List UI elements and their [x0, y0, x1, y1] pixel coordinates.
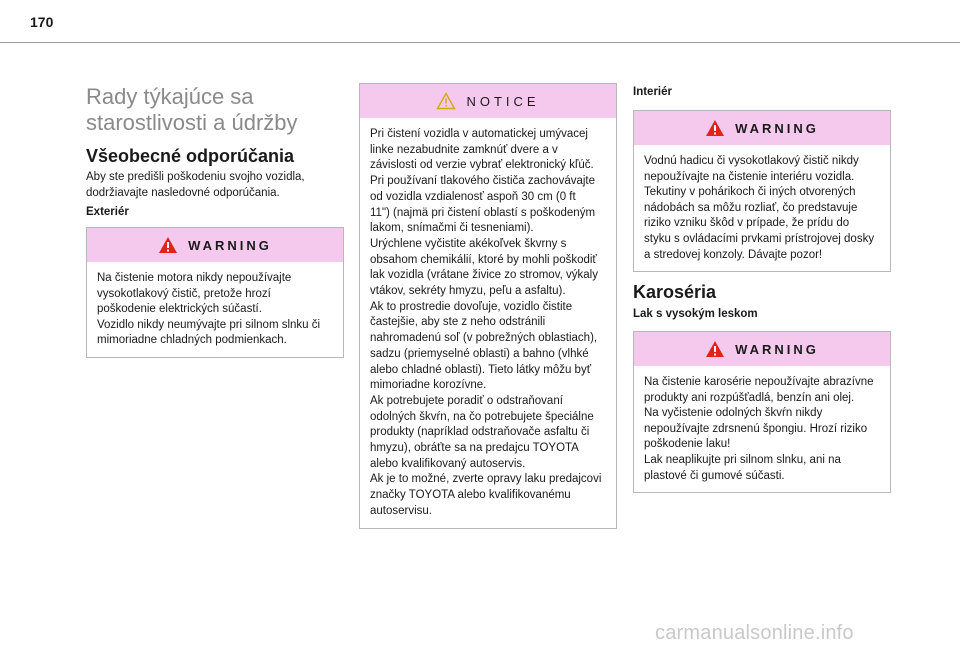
- subhead-interior: Interiér: [633, 86, 672, 98]
- notice-line: mimoriadne korozívne.: [370, 379, 487, 392]
- notice-line: značky TOYOTA alebo kvalifikovanému: [370, 489, 571, 502]
- heading-bodywork: Karoséria: [633, 282, 717, 302]
- warning-box-bodywork: [633, 331, 891, 493]
- section-title-line1: Rady týkajúce sa: [86, 84, 254, 109]
- warning-line: Na čistenie motora nikdy nepoužívajte: [97, 272, 292, 284]
- warning-line: riziko vzniku škôd v prípade, že prídu do: [644, 217, 850, 230]
- notice-line: odolných škvŕn, na čo potrebujete špeciálne: [370, 410, 594, 423]
- warning-line: Na čistenie karosérie nepoužívajte abrazívne: [644, 376, 874, 388]
- notice-label: NOTICE: [466, 93, 540, 109]
- notice-line: častejšie, aby ste z neho odstránili: [370, 316, 546, 329]
- warning-triangle-icon: [705, 119, 725, 137]
- notice-line: Pri používaní tlakového čističa zachovávajte: [370, 175, 596, 188]
- warning-line: poškodenie elektrických súčastí.: [97, 303, 262, 316]
- intro-line: dodržiavajte nasledovné odporúčania.: [86, 187, 280, 199]
- notice-line: Pri čistení vozidla v automatickej umývacej: [370, 128, 588, 140]
- notice-line: alebo kvalifikovaný autoservis.: [370, 457, 526, 470]
- warning-line: mimoriadne chladných podmienkach.: [97, 334, 287, 347]
- warning-line: a stredovej konzoly. Dávajte pozor!: [644, 248, 823, 261]
- warning-line: nádobách sa môžu rozliať, čo predstavuje: [644, 201, 858, 214]
- notice-line: produkty (napríklad odstraňovače asfaltu či: [370, 426, 590, 439]
- notice-line: linke nezabudnite zamknúť dvere a v: [370, 143, 558, 156]
- warning-line: produkty ani rozpúšťadlá, benzín ani olej.: [644, 391, 855, 404]
- section-title: [86, 84, 346, 136]
- notice-line: Ak potrebujete poradiť o odstraňovaní: [370, 394, 563, 407]
- warning-box-interior: [633, 110, 891, 272]
- warning-triangle-icon: [705, 340, 725, 358]
- notice-box: [359, 83, 617, 529]
- page-number: 170: [30, 14, 54, 30]
- warning-line: nepoužívajte na čistenie interiéru vozidla.: [644, 170, 855, 183]
- warning-banner: [87, 228, 343, 262]
- notice-line: Ak to prostredie dovoľuje, vozidlo čistite: [370, 300, 573, 313]
- warning-line: Na vyčistenie odolných škvŕn nikdy: [644, 407, 823, 420]
- notice-line: Urýchlene vyčistite akékoľvek škvrny s: [370, 237, 567, 250]
- subhead-gloss: Lak s vysokým leskom: [633, 308, 758, 320]
- warning-line: Lak neaplikujte pri silnom slnku, ani na: [644, 453, 841, 466]
- notice-line: 11") (najmä pri čistení oblastí s poškodeným: [370, 206, 596, 219]
- warning-banner: [634, 332, 890, 366]
- notice-line: hmyzu), obráťte sa na predajcu TOYOTA: [370, 442, 579, 455]
- notice-banner: [360, 84, 616, 118]
- notice-line: závislosti od verzie vybrať elektronický kľúč.: [370, 159, 594, 172]
- warning-label: WARNING: [735, 120, 819, 136]
- warning-line: poškodenie laku!: [644, 438, 731, 451]
- warning-banner: [634, 111, 890, 145]
- warning-line: plastové či gumové súčasti.: [644, 469, 785, 482]
- subhead-exterior: Exteriér: [86, 206, 129, 218]
- heading-general: Všeobecné odporúčania: [86, 146, 295, 166]
- header-divider: [0, 42, 960, 43]
- warning-text: [87, 262, 343, 357]
- notice-line: sadzu (priemyselné oblasti) a bahno (vlhké: [370, 347, 589, 360]
- warning-line: vysokotlakový čistič, pretože hrozí: [97, 287, 271, 300]
- warning-text: [634, 145, 890, 271]
- notice-line: autoservisu.: [370, 504, 433, 517]
- notice-line: lak vozidla (vrátane živice zo stromov, výkaly: [370, 269, 598, 282]
- notice-line: Ak je to možné, zverte opravy laku predajcovi: [370, 473, 602, 486]
- warning-line: styku s ovládacími prvkami prístrojovej dosky: [644, 232, 875, 245]
- notice-line: alebo chladné oblasti). Tieto látky môžu byť: [370, 363, 592, 376]
- warning-label: WARNING: [188, 237, 272, 253]
- warning-line: Vodnú hadicu či vysokotlakový čistič nikdy: [644, 155, 859, 167]
- notice-line: vtákov, sekréty hmyzu, peľu a asfaltu).: [370, 285, 566, 298]
- section-title-line2: starostlivosti a údržby: [86, 110, 298, 135]
- warning-line: Vozidlo nikdy neumývajte pri silnom slnku či: [97, 318, 321, 331]
- intro-line: Aby ste predišli poškodeniu svojho vozidla,: [86, 171, 305, 183]
- notice-line: obsahom chemikálií, ktoré by mohli poškodiť: [370, 253, 597, 266]
- notice-text: [360, 118, 616, 528]
- warning-line: Tekutiny v pohárikoch či iných otvorených: [644, 186, 856, 199]
- watermark: carmanualsonline.info: [655, 622, 854, 644]
- notice-line: nahromadenú soľ (v pobrežných oblastiach),: [370, 332, 598, 345]
- notice-line: od vozidla vzdialenosť aspoň 30 cm (0 ft: [370, 190, 576, 203]
- warning-line: nepoužívajte zdrsnenú špongiu. Hrozí riziko: [644, 422, 868, 435]
- warning-text: [634, 366, 890, 492]
- intro-text: [86, 169, 346, 201]
- warning-label: WARNING: [735, 341, 819, 357]
- warning-triangle-icon: [158, 236, 178, 254]
- caution-triangle-icon: [436, 92, 456, 110]
- warning-box-exterior: [86, 227, 344, 358]
- notice-line: lakom, snímačmi či tesneniami).: [370, 222, 534, 235]
